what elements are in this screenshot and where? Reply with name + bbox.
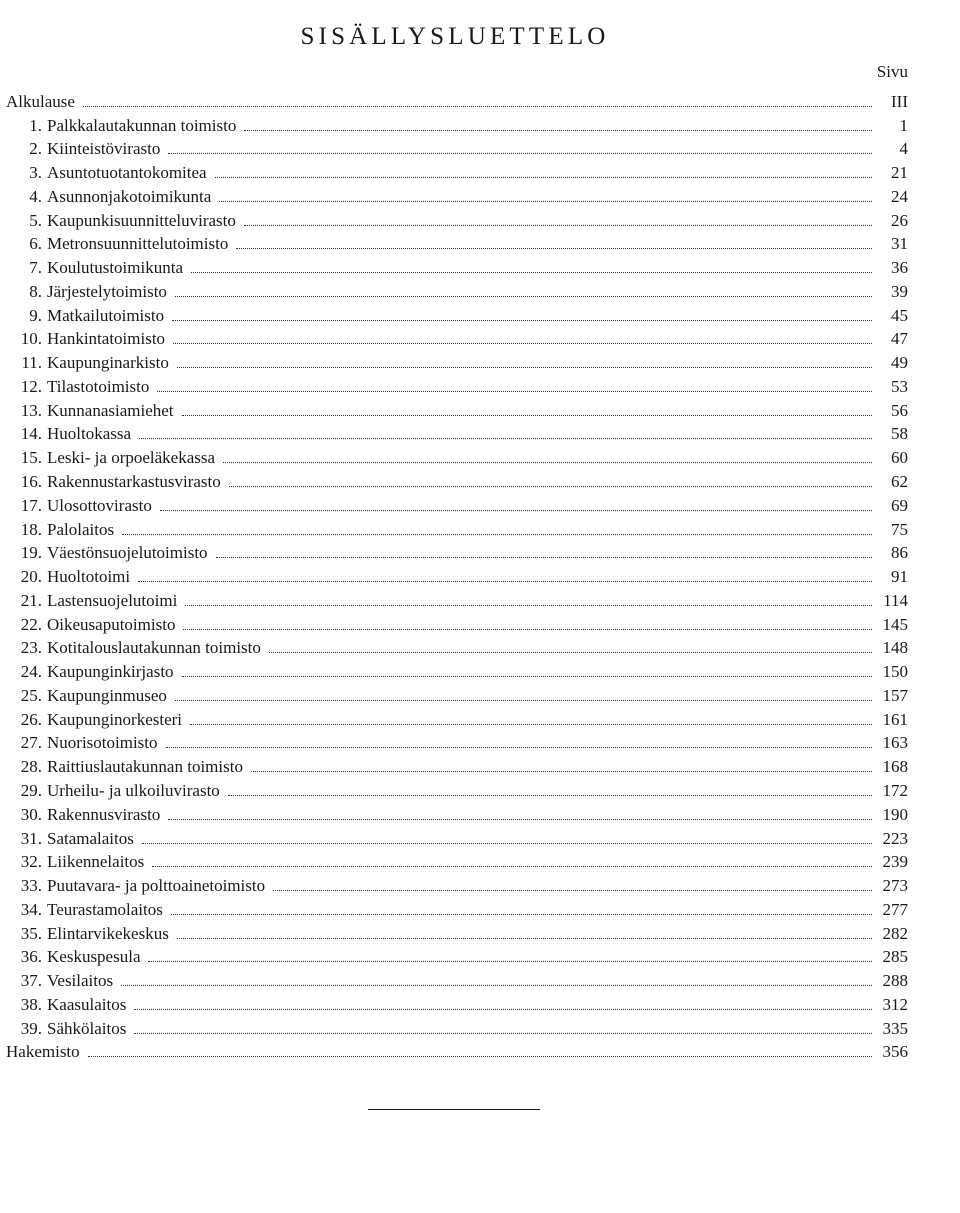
dot-leader xyxy=(121,985,872,986)
toc-entry-label: Nuorisotoimisto xyxy=(47,733,158,753)
toc-entry-page: 1 xyxy=(899,115,908,135)
dot-leader xyxy=(215,177,872,178)
dot-leader xyxy=(273,890,872,891)
toc-entry-number: 6. xyxy=(29,234,42,254)
toc-entry[interactable] xyxy=(6,635,908,659)
toc-entry-page: 145 xyxy=(882,614,908,634)
toc-entry[interactable] xyxy=(6,944,908,968)
toc-entry-label: Hankintatoimisto xyxy=(47,329,166,349)
dot-leader xyxy=(223,462,872,463)
toc-entry-label: Ulosottovirasto xyxy=(47,495,152,515)
toc-entry-label: Kunnanasiamiehet xyxy=(47,400,174,420)
toc-entry-number: 31. xyxy=(20,828,42,848)
toc-entry-number: 30. xyxy=(20,804,42,824)
toc-entry[interactable] xyxy=(6,112,908,136)
toc-entry[interactable] xyxy=(6,278,908,302)
toc-entry-page: 172 xyxy=(882,780,908,800)
toc-entry-page: 282 xyxy=(882,923,908,943)
dot-leader xyxy=(134,1009,872,1010)
toc-entry[interactable] xyxy=(6,183,908,207)
toc-entry-label: Keskuspesula xyxy=(47,947,141,967)
toc-entry[interactable] xyxy=(6,1015,908,1039)
toc-entry-page: 86 xyxy=(891,543,908,563)
dot-leader xyxy=(168,153,872,154)
dot-leader xyxy=(173,343,872,344)
toc-entry-page: 168 xyxy=(882,757,908,777)
toc-entry-number: 18. xyxy=(20,519,42,539)
page-column-header: Sivu xyxy=(876,62,908,81)
dot-leader xyxy=(152,866,872,867)
toc-entry-label: Vesilaitos xyxy=(47,971,114,991)
toc-entry[interactable] xyxy=(6,753,908,777)
toc-entry-label: Järjestelytoimisto xyxy=(47,281,167,301)
toc-entry-label: Kaupunginkirjasto xyxy=(47,662,174,682)
toc-entry-page: 36 xyxy=(891,258,908,278)
toc-entry-label: Sähkölaitos xyxy=(47,1018,127,1038)
toc-entry-number: 14. xyxy=(20,424,42,444)
dot-leader xyxy=(142,843,872,844)
toc-entry-label: Matkailutoimisto xyxy=(47,305,165,325)
toc-entry-number: 20. xyxy=(20,567,42,587)
toc-entry-label: Kaupunkisuunnitteluvirasto xyxy=(47,210,236,230)
toc-entry-label: Raittiuslautakunnan toimisto xyxy=(47,757,243,777)
toc-entry[interactable] xyxy=(6,397,908,421)
toc-entry-number: 13. xyxy=(20,400,42,420)
toc-entry[interactable] xyxy=(6,88,908,112)
toc-entry[interactable] xyxy=(6,516,908,540)
toc-entry-label: Kaasulaitos xyxy=(47,994,127,1014)
toc-entry-number: 37. xyxy=(20,971,42,991)
dot-leader xyxy=(182,676,872,677)
toc-entry-page: 288 xyxy=(882,971,908,991)
toc-entry[interactable] xyxy=(6,967,908,991)
toc-entry-label: Asunnonjakotoimikunta xyxy=(47,186,212,206)
toc-entry-label: Kiinteistövirasto xyxy=(47,139,161,159)
toc-entry-page: 62 xyxy=(891,472,908,492)
dot-leader xyxy=(177,367,872,368)
toc-entry[interactable] xyxy=(6,159,908,183)
toc-entry-page: 163 xyxy=(882,733,908,753)
toc-entry[interactable] xyxy=(6,587,908,611)
toc-entry-page: 161 xyxy=(882,709,908,729)
toc-entry-number: 28. xyxy=(20,757,42,777)
toc-entry-number: 27. xyxy=(20,733,42,753)
toc-entry-page: 56 xyxy=(891,400,908,420)
toc-entry-label: Teurastamolaitos xyxy=(47,899,163,919)
toc-entry-page: 69 xyxy=(891,495,908,515)
toc-entry[interactable] xyxy=(6,611,908,635)
dot-leader xyxy=(244,225,872,226)
toc-entry-label: Palolaitos xyxy=(47,519,115,539)
toc-entry-label: Tilastotoimisto xyxy=(47,376,150,396)
toc-entry-number: 26. xyxy=(20,709,42,729)
toc-entry[interactable] xyxy=(6,444,908,468)
divider-rule xyxy=(368,1109,540,1110)
toc-entry-page: 53 xyxy=(891,376,908,396)
toc-entry-number: 4. xyxy=(29,186,42,206)
toc-entry-page: 277 xyxy=(882,899,908,919)
toc-entry-label: Kotitalouslautakunnan toimisto xyxy=(47,638,261,658)
dot-leader xyxy=(83,106,872,107)
toc-entry-page: 31 xyxy=(891,234,908,254)
toc-entry-label: Kaupunginmuseo xyxy=(47,685,167,705)
toc-entry-number: 8. xyxy=(29,281,42,301)
dot-leader xyxy=(172,320,872,321)
toc-entry-number: 16. xyxy=(20,472,42,492)
toc-entry-page: 75 xyxy=(891,519,908,539)
toc-entry-page: 4 xyxy=(899,139,908,159)
toc-entry[interactable] xyxy=(6,326,908,350)
toc-entry-label: Kaupunginarkisto xyxy=(47,353,169,373)
toc-entry-page: 49 xyxy=(891,353,908,373)
toc-entry-number: 10. xyxy=(20,329,42,349)
toc-entry-label: Kaupunginorkesteri xyxy=(47,709,183,729)
toc-entry-page: 335 xyxy=(882,1018,908,1038)
toc-entry-number: 19. xyxy=(20,543,42,563)
toc-entry[interactable] xyxy=(6,302,908,326)
dot-leader xyxy=(166,747,872,748)
dot-leader xyxy=(182,415,872,416)
toc-entry-label: Palkkalautakunnan toimisto xyxy=(47,115,237,135)
toc-entry-number: 23. xyxy=(20,638,42,658)
toc-entry-label: Urheilu- ja ulkoiluvirasto xyxy=(47,780,220,800)
toc-entry-number: 34. xyxy=(20,899,42,919)
table-of-contents xyxy=(6,88,908,1062)
dot-leader xyxy=(168,819,872,820)
toc-entry-page: 312 xyxy=(882,994,908,1014)
dot-leader xyxy=(190,724,872,725)
toc-entry-label: Puutavara- ja polttoainetoimisto xyxy=(47,876,266,896)
dot-leader xyxy=(148,961,872,962)
toc-entry-page: 223 xyxy=(882,828,908,848)
toc-entry-label: Hakemisto xyxy=(6,1042,80,1062)
toc-entry-label: Asuntotuotantokomitea xyxy=(47,163,207,183)
dot-leader xyxy=(122,534,872,535)
toc-entry-number: 25. xyxy=(20,685,42,705)
toc-entry-number: 15. xyxy=(20,448,42,468)
toc-entry-label: Koulutustoimikunta xyxy=(47,258,183,278)
toc-entry-label: Väestönsuojelutoimisto xyxy=(47,543,208,563)
toc-entry-page: III xyxy=(891,91,908,111)
toc-entry-number: 38. xyxy=(20,994,42,1014)
toc-entry-number: 22. xyxy=(20,614,42,634)
toc-entry-page: 157 xyxy=(882,685,908,705)
dot-leader xyxy=(138,581,872,582)
toc-entry-number: 17. xyxy=(20,495,42,515)
toc-entry[interactable] xyxy=(6,730,908,754)
toc-entry-page: 148 xyxy=(882,638,908,658)
toc-entry[interactable] xyxy=(6,706,908,730)
toc-entry-page: 60 xyxy=(891,448,908,468)
toc-entry-page: 239 xyxy=(882,852,908,872)
toc-entry[interactable] xyxy=(6,421,908,445)
page-title: SISÄLLYSLUETTELO xyxy=(300,22,610,50)
dot-leader xyxy=(175,296,872,297)
toc-entry-page: 114 xyxy=(883,590,908,610)
dot-leader xyxy=(134,1033,872,1034)
toc-entry[interactable] xyxy=(6,849,908,873)
dot-leader xyxy=(269,652,872,653)
toc-entry-number: 9. xyxy=(29,305,42,325)
toc-entry-number: 1. xyxy=(29,115,42,135)
toc-entry-label: Satamalaitos xyxy=(47,828,134,848)
toc-entry-number: 33. xyxy=(20,876,42,896)
toc-entry[interactable] xyxy=(6,825,908,849)
toc-entry-page: 91 xyxy=(891,567,908,587)
dot-leader xyxy=(88,1056,872,1057)
toc-entry-label: Lastensuojelutoimi xyxy=(47,590,178,610)
toc-entry-page: 45 xyxy=(891,305,908,325)
toc-entry-label: Metronsuunnittelutoimisto xyxy=(47,234,229,254)
toc-entry-label: Liikennelaitos xyxy=(47,852,145,872)
toc-entry[interactable] xyxy=(6,801,908,825)
toc-entry[interactable] xyxy=(6,777,908,801)
toc-entry-number: 39. xyxy=(20,1018,42,1038)
toc-entry-page: 285 xyxy=(882,947,908,967)
toc-entry-number: 32. xyxy=(20,852,42,872)
dot-leader xyxy=(228,795,872,796)
toc-entry-page: 24 xyxy=(891,186,908,206)
toc-entry-page: 356 xyxy=(882,1042,908,1062)
toc-entry[interactable] xyxy=(6,373,908,397)
toc-entry-page: 21 xyxy=(891,163,908,183)
toc-entry-label: Rakennustarkastusvirasto xyxy=(47,472,221,492)
toc-entry[interactable] xyxy=(6,540,908,564)
dot-leader xyxy=(139,438,872,439)
dot-leader xyxy=(244,130,872,131)
toc-entry-number: 36. xyxy=(20,947,42,967)
toc-entry-number: 7. xyxy=(29,258,42,278)
toc-entry-page: 39 xyxy=(891,281,908,301)
toc-entry[interactable] xyxy=(6,136,908,160)
toc-entry-label: Leski- ja orpoeläkekassa xyxy=(47,448,216,468)
toc-entry-label: Rakennusvirasto xyxy=(47,804,161,824)
toc-entry[interactable] xyxy=(6,231,908,255)
toc-entry-label: Alkulause xyxy=(6,91,75,111)
toc-entry[interactable] xyxy=(6,896,908,920)
toc-entry-number: 35. xyxy=(20,923,42,943)
dot-leader xyxy=(157,391,872,392)
toc-entry-number: 11. xyxy=(21,353,42,373)
toc-entry-label: Oikeusaputoimisto xyxy=(47,614,176,634)
toc-entry-number: 21. xyxy=(20,590,42,610)
toc-entry[interactable] xyxy=(6,1039,908,1063)
toc-entry[interactable] xyxy=(6,658,908,682)
toc-entry[interactable] xyxy=(6,207,908,231)
toc-entry[interactable] xyxy=(6,468,908,492)
toc-entry-page: 58 xyxy=(891,424,908,444)
toc-entry-number: 24. xyxy=(20,662,42,682)
dot-leader xyxy=(191,272,872,273)
toc-entry-label: Elintarvikekeskus xyxy=(47,923,169,943)
dot-leader xyxy=(183,629,872,630)
toc-entry-label: Huoltokassa xyxy=(47,424,132,444)
dot-leader xyxy=(216,557,872,558)
dot-leader xyxy=(171,914,872,915)
toc-entry-number: 2. xyxy=(29,139,42,159)
dot-leader xyxy=(229,486,872,487)
toc-entry-page: 47 xyxy=(891,329,908,349)
dot-leader xyxy=(219,201,872,202)
toc-entry[interactable] xyxy=(6,254,908,278)
dot-leader xyxy=(251,771,872,772)
dot-leader xyxy=(236,248,872,249)
toc-entry[interactable] xyxy=(6,991,908,1015)
toc-entry[interactable] xyxy=(6,563,908,587)
toc-entry-label: Huoltotoimi xyxy=(47,567,131,587)
dot-leader xyxy=(185,605,872,606)
toc-entry-number: 12. xyxy=(20,376,42,396)
toc-entry[interactable] xyxy=(6,349,908,373)
dot-leader xyxy=(175,700,872,701)
toc-entry-page: 190 xyxy=(882,804,908,824)
toc-entry-number: 5. xyxy=(29,210,42,230)
toc-entry[interactable] xyxy=(6,872,908,896)
toc-entry-page: 26 xyxy=(891,210,908,230)
toc-entry-page: 273 xyxy=(882,876,908,896)
dot-leader xyxy=(160,510,872,511)
toc-entry[interactable] xyxy=(6,492,908,516)
toc-entry-page: 150 xyxy=(882,662,908,682)
toc-entry[interactable] xyxy=(6,682,908,706)
toc-entry[interactable] xyxy=(6,920,908,944)
toc-entry-number: 29. xyxy=(20,780,42,800)
dot-leader xyxy=(177,938,872,939)
toc-entry-number: 3. xyxy=(29,163,42,183)
